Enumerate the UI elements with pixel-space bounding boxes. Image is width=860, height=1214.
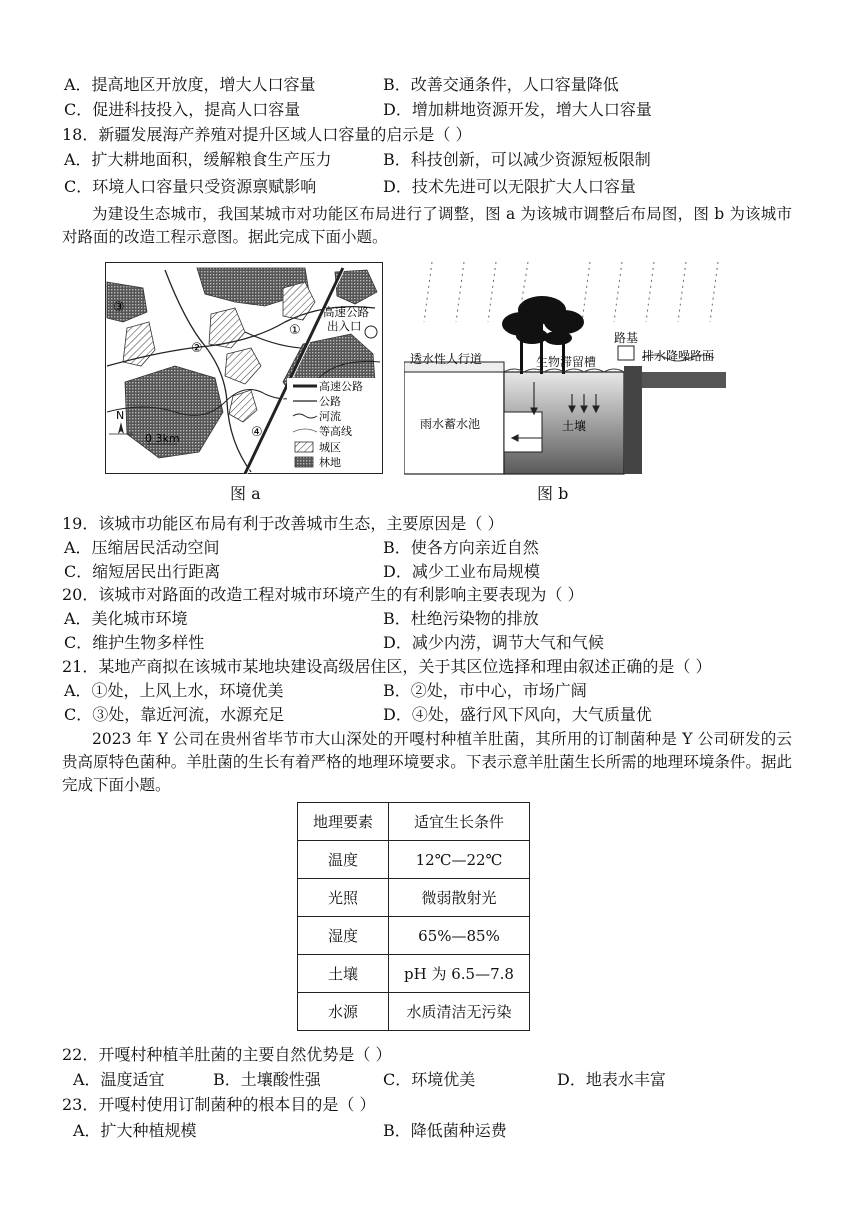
q22-option-a[interactable]: A．温度适宜 <box>73 1070 165 1089</box>
q23-option-b[interactable]: B．降低菌种运费 <box>383 1121 507 1140</box>
legend-road: 公路 <box>319 395 341 408</box>
label-sidewalk: 透水性人行道 <box>410 352 483 366</box>
q21-option-c[interactable]: C．③处，靠近河流，水源充足 <box>64 705 285 724</box>
q19-stem: 19．该城市功能区布局有利于改善城市生态，主要原因是（ ） <box>62 514 504 533</box>
q17-option-c[interactable]: C．促进科技投入，提高人口容量 <box>64 100 301 119</box>
table-cell: 12℃—22℃ <box>389 841 530 879</box>
q20-option-a[interactable]: A．美化城市环境 <box>64 609 188 628</box>
legend-highway: 高速公路 <box>319 380 363 393</box>
table-cell: 水源 <box>298 993 389 1031</box>
q18-option-d[interactable]: D．技术先进可以无限扩大人口容量 <box>383 177 636 196</box>
legend-forest: 林地 <box>319 456 341 469</box>
q22-stem: 22．开嘎村种植羊肚菌的主要自然优势是（ ） <box>62 1045 392 1064</box>
table-cell: 温度 <box>298 841 389 879</box>
compass-n: N <box>116 409 125 422</box>
legend-contour: 等高线 <box>319 425 352 438</box>
figure-a-map <box>105 262 383 474</box>
table-cell: 水质清洁无污染 <box>389 993 530 1031</box>
q18-option-c[interactable]: C．环境人口容量只受资源禀赋影响 <box>64 177 317 196</box>
q20-option-b[interactable]: B．杜绝污染物的排放 <box>383 609 539 628</box>
table-header-condition: 适宜生长条件 <box>389 803 530 841</box>
table-row <box>298 879 530 917</box>
q23-option-a[interactable]: A．扩大种植规模 <box>73 1121 197 1140</box>
label-pool: 雨水蓄水池 <box>420 417 481 431</box>
intro-fungus: 2023 年 Y 公司在贵州省毕节市大山深处的开嘎村种植羊肚菌，其所用的订制菌种是 Y 公司研发的云贵高原特色菌种。羊肚菌的生长有着严格的地理环境要求。下表示意羊肚菌生长所需的地理环境条件。据此完成下面小题。 <box>62 730 792 794</box>
q18-stem: 18．新疆发展海产养殖对提升区域人口容量的启示是（ ） <box>62 125 472 144</box>
q19-option-b[interactable]: B．使各方向亲近自然 <box>383 538 539 557</box>
highway-exit-label-2: 出入口 <box>327 319 362 333</box>
highway-exit-label-1: 高速公路 <box>323 305 369 319</box>
table-cell: 65%—85% <box>389 917 530 955</box>
table-row <box>298 993 530 1031</box>
scale-bar: 0 3km <box>145 432 180 445</box>
q20-stem: 20．该城市对路面的改造工程对城市环境产生的有利影响主要表现为（ ） <box>62 585 584 604</box>
table-cell: pH 为 6.5—7.8 <box>389 955 530 993</box>
q22-option-c[interactable]: C．环境优美 <box>383 1070 476 1089</box>
q21-option-a[interactable]: A．①处，上风上水，环境优美 <box>64 681 284 700</box>
marker-4: ④ <box>251 425 263 440</box>
q21-option-b[interactable]: B．②处，市中心，市场广阔 <box>383 681 587 700</box>
table-header-factor: 地理要素 <box>298 803 389 841</box>
intro-city: 为建设生态城市，我国某城市对功能区布局进行了调整，图 a 为该城市调整后布局图，图 b 为该城市对路面的改造工程示意图。据此完成下面小题。 <box>62 205 792 246</box>
table-row <box>298 955 530 993</box>
figure-a-caption: 图 a <box>230 484 261 503</box>
q20-option-c[interactable]: C．维护生物多样性 <box>64 633 205 652</box>
table-cell: 土壤 <box>298 955 389 993</box>
q18-option-b[interactable]: B．科技创新，可以减少资源短板限制 <box>383 150 651 169</box>
legend-urban: 城区 <box>319 441 341 454</box>
figure-b-diagram <box>404 262 726 476</box>
q19-option-a[interactable]: A．压缩居民活动空间 <box>64 538 220 557</box>
marker-2: ② <box>191 341 203 356</box>
q19-option-c[interactable]: C．缩短居民出行距离 <box>64 562 221 581</box>
table-row <box>298 803 530 841</box>
table-cell: 微弱散射光 <box>389 879 530 917</box>
label-soil: 土壤 <box>562 419 587 433</box>
q20-option-d[interactable]: D．减少内涝，调节大气和气候 <box>383 633 604 652</box>
q17-option-a[interactable]: A．提高地区开放度，增大人口容量 <box>64 75 316 94</box>
growth-conditions-table <box>297 802 530 1031</box>
legend-river: 河流 <box>319 410 341 423</box>
table-row <box>298 917 530 955</box>
marker-3: ③ <box>113 300 125 315</box>
q22-option-d[interactable]: D．地表水丰富 <box>557 1070 666 1089</box>
q19-option-d[interactable]: D．减少工业布局规模 <box>383 562 540 581</box>
figure-b-caption: 图 b <box>537 484 569 503</box>
table-cell: 光照 <box>298 879 389 917</box>
q21-stem: 21．某地产商拟在该城市某地块建设高级居住区，关于其区位选择和理由叙述正确的是（ ） <box>62 657 712 676</box>
table-cell: 湿度 <box>298 917 389 955</box>
label-road: 排水降噪路面 <box>642 349 715 363</box>
q17-option-d[interactable]: D．增加耕地资源开发，增大人口容量 <box>383 100 652 119</box>
marker-1: ① <box>289 323 301 338</box>
table-row <box>298 841 530 879</box>
q21-option-d[interactable]: D．④处，盛行风下风向，大气质量优 <box>383 705 652 724</box>
q18-option-a[interactable]: A．扩大耕地面积，缓解粮食生产压力 <box>64 150 332 169</box>
q22-option-b[interactable]: B．土壤酸性强 <box>213 1070 321 1089</box>
q17-option-b[interactable]: B．改善交通条件，人口容量降低 <box>383 75 619 94</box>
label-roadbed: 路基 <box>614 331 639 345</box>
label-bioretention: 生物滞留槽 <box>536 355 597 369</box>
q23-stem: 23．开嘎村使用订制菌种的根本目的是（ ） <box>62 1095 376 1114</box>
